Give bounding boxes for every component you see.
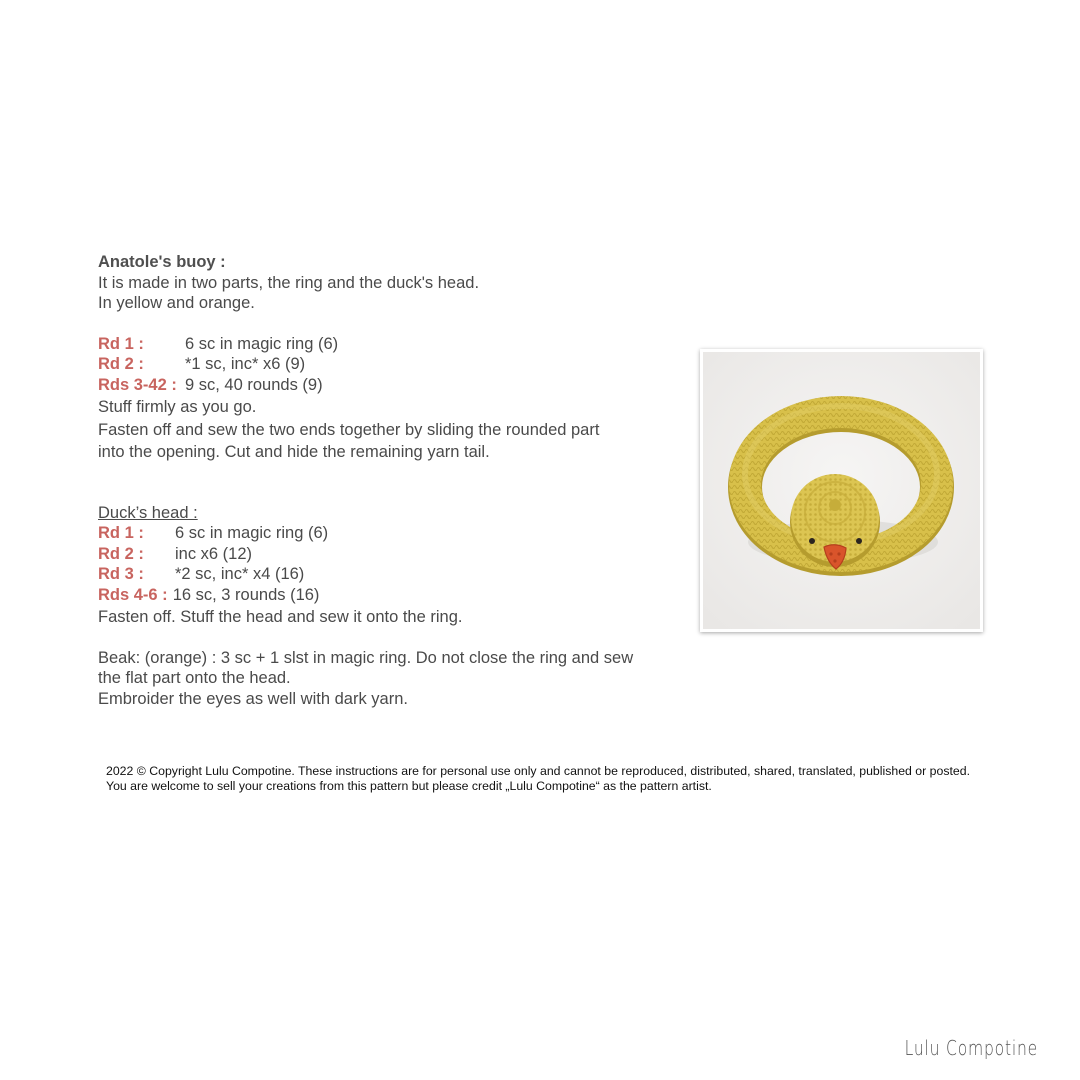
pattern-title: Anatole's buoy : xyxy=(98,253,226,271)
eyes-note: Embroider the eyes as well with dark yarn. xyxy=(98,689,408,708)
copyright-notice: 2022 © Copyright Lulu Compotine. These instructions are for personal use only and cannot be reproduced, distributed, shared, translated, published or posted. You are welcome to sell your creations from this pattern but please credit „Lulu Compotine“ as the pattern artist. xyxy=(106,764,970,793)
duck-eye-icon xyxy=(856,538,862,544)
round-text: *1 sc, inc* x6 (9) xyxy=(185,355,306,373)
intro-line: In yellow and orange. xyxy=(98,294,255,312)
round-row xyxy=(98,564,658,585)
round-row xyxy=(98,375,658,396)
round-label: Rd 3 : xyxy=(98,565,144,583)
round-row xyxy=(98,334,658,355)
round-row xyxy=(98,544,658,565)
beak-note: Beak: (orange) : 3 sc + 1 slst in magic ring. Do not close the ring and sew the flat part onto the head. xyxy=(98,648,634,687)
round-row xyxy=(98,585,658,606)
round-label: Rd 1 : xyxy=(98,524,144,542)
round-text: 16 sc, 3 rounds (16) xyxy=(172,585,320,604)
round-text: 9 sc, 40 rounds (9) xyxy=(185,375,323,394)
round-text: 6 sc in magic ring (6) xyxy=(175,524,329,542)
duck-eye-icon xyxy=(809,538,815,544)
round-row xyxy=(98,354,658,375)
head-note: Fasten off. Stuff the head and sew it onto the ring. xyxy=(98,608,463,626)
ring-rounds xyxy=(98,334,658,396)
head-section-title: Duck’s head : xyxy=(98,503,198,522)
round-row xyxy=(98,523,658,544)
brand-signature-logo: Lulu Compotine xyxy=(904,1036,1038,1060)
round-label: Rd 1 : xyxy=(98,334,144,353)
round-label: Rds 3-42 : xyxy=(98,375,177,394)
duck-buoy-icon xyxy=(703,352,980,629)
round-label: Rd 2 : xyxy=(98,544,144,563)
round-text: *2 sc, inc* x4 (16) xyxy=(175,565,305,583)
round-text: inc x6 (12) xyxy=(175,544,253,563)
pattern-instructions xyxy=(98,252,658,709)
crochet-duck-buoy-photo xyxy=(700,349,983,632)
round-label: Rds 4-6 : xyxy=(98,585,168,604)
ring-note: Stuff firmly as you go. xyxy=(98,398,257,416)
head-rounds xyxy=(98,523,658,605)
intro-line: It is made in two parts, the ring and the duck's head. xyxy=(98,273,480,292)
round-label: Rd 2 : xyxy=(98,355,144,373)
ring-note: Fasten off and sew the two ends together by sliding the rounded part into the opening. Cut and hide the remaining yarn tail. xyxy=(98,420,600,461)
round-text: 6 sc in magic ring (6) xyxy=(185,334,339,353)
